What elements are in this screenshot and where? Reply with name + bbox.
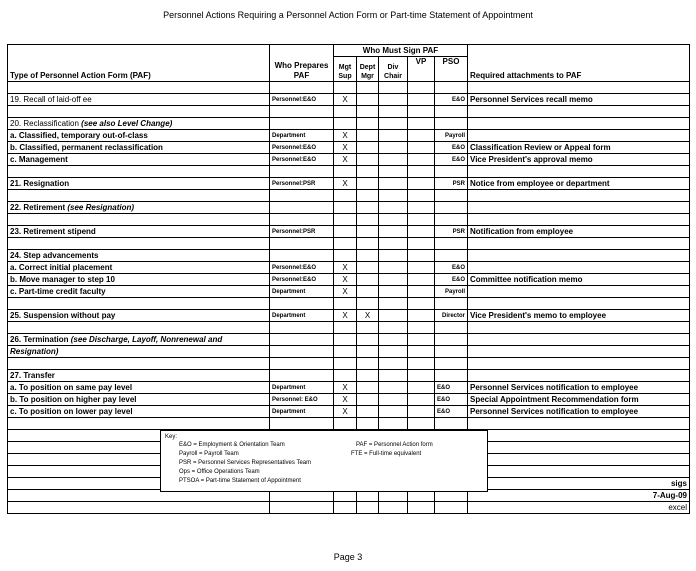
row-type: a. To position on same pay level bbox=[8, 382, 270, 394]
pso-value: E&O bbox=[435, 94, 468, 106]
mgt-mark: X bbox=[334, 178, 357, 190]
spacer-row bbox=[8, 82, 690, 94]
spacer-row bbox=[8, 166, 690, 178]
pso-value: Payroll bbox=[435, 286, 468, 298]
row-prep: Personnel:E&O bbox=[270, 274, 334, 286]
mgt-mark: X bbox=[334, 382, 357, 394]
row-attachment: Personnel Services notification to employee bbox=[468, 406, 690, 418]
row-27 bbox=[8, 370, 690, 382]
key-paf: PAF = Personnel Action form bbox=[356, 442, 433, 448]
row-27b bbox=[8, 394, 690, 406]
spacer-row bbox=[8, 298, 690, 310]
mgt-mark: X bbox=[334, 154, 357, 166]
row-prep: Personnel:PSR bbox=[270, 226, 334, 238]
key-fte: FTE = Full-time equivalent bbox=[351, 451, 422, 457]
header-who-prepares: Who Prepares PAF bbox=[270, 45, 334, 82]
row-26-cont bbox=[8, 346, 690, 358]
row-prep: Personnel:PSR bbox=[270, 178, 334, 190]
row-type: b. Classified, permanent reclassification bbox=[8, 142, 270, 154]
mgt-mark: X bbox=[334, 310, 357, 322]
row-27a bbox=[8, 382, 690, 394]
row-20c bbox=[8, 154, 690, 166]
row-prep: Personnel: E&O bbox=[270, 394, 334, 406]
row-20a bbox=[8, 130, 690, 142]
pso-value: E&O bbox=[435, 142, 468, 154]
excel-row bbox=[8, 502, 690, 514]
pso-value: E&O bbox=[435, 382, 468, 394]
pso-value: E&O bbox=[435, 406, 468, 418]
spacer-row bbox=[8, 322, 690, 334]
row-type: c. Part-time credit faculty bbox=[8, 286, 270, 298]
pso-value: Director bbox=[435, 310, 468, 322]
dept-mark: X bbox=[357, 310, 379, 322]
header-vp: VP bbox=[408, 57, 435, 82]
page-number: Page 3 bbox=[333, 552, 363, 562]
row-type bbox=[8, 118, 270, 130]
pso-value: E&O bbox=[435, 274, 468, 286]
key-psr: PSR = Personnel Services Representatives Team bbox=[179, 460, 312, 466]
row-26 bbox=[8, 334, 690, 346]
row-attachment: Notification from employee bbox=[468, 226, 690, 238]
page-title: Personnel Actions Requiring a Personnel Action Form or Part-time Statement of Appointment bbox=[163, 10, 533, 20]
key-legend bbox=[160, 430, 488, 492]
row-prep: Personnel:E&O bbox=[270, 154, 334, 166]
row-prep: Department bbox=[270, 130, 334, 142]
row-prep: Department bbox=[270, 406, 334, 418]
header-mgt-sup: Mgt Sup bbox=[334, 57, 357, 82]
row-attachment: Personnel Services recall memo bbox=[468, 94, 690, 106]
excel-note: excel bbox=[468, 502, 690, 514]
header-who-must-sign: Who Must Sign PAF bbox=[334, 45, 468, 57]
mgt-mark: X bbox=[334, 274, 357, 286]
row-25 bbox=[8, 310, 690, 322]
row-attachment: Classification Review or Appeal form bbox=[468, 142, 690, 154]
key-ptsoa: PTSOA = Part-time Statement of Appointment bbox=[179, 478, 301, 484]
row-type-note-cont: Resignation) bbox=[10, 347, 59, 356]
row-type-note: (see Resignation) bbox=[67, 203, 135, 212]
header-type: Type of Personnel Action Form (PAF) bbox=[8, 45, 270, 82]
row-prep: Department bbox=[270, 310, 334, 322]
row-24b bbox=[8, 274, 690, 286]
row-24a bbox=[8, 262, 690, 274]
mgt-mark: X bbox=[334, 142, 357, 154]
row-type: b. To position on higher pay level bbox=[8, 394, 270, 406]
row-22 bbox=[8, 202, 690, 214]
row-27c bbox=[8, 406, 690, 418]
row-attachment: Committee notification memo bbox=[468, 274, 690, 286]
spacer-row bbox=[8, 418, 690, 430]
row-type-note: (see Discharge, Layoff, Nonrenewal and bbox=[70, 335, 223, 344]
pso-value: PSR bbox=[435, 226, 468, 238]
pso-value: Payroll bbox=[435, 130, 468, 142]
mgt-mark: X bbox=[334, 286, 357, 298]
row-type bbox=[8, 334, 270, 346]
row-prep: Personnel:E&O bbox=[270, 142, 334, 154]
row-type: 24. Step advancements bbox=[8, 250, 270, 262]
row-19 bbox=[8, 94, 690, 106]
row-type-note: (see also Level Change) bbox=[81, 119, 173, 128]
row-prep: Department bbox=[270, 382, 334, 394]
key-payroll: Payroll = Payroll Team bbox=[179, 451, 239, 457]
mgt-mark: X bbox=[334, 406, 357, 418]
header-dept-mgr: Dept Mgr bbox=[357, 57, 379, 82]
row-20b bbox=[8, 142, 690, 154]
row-type: c. Management bbox=[8, 154, 270, 166]
row-type-plain: 20. Reclassification bbox=[10, 119, 82, 128]
header-div-chair: Div Chair bbox=[379, 57, 408, 82]
header-pso: PSO bbox=[435, 57, 468, 82]
row-20 bbox=[8, 118, 690, 130]
key-eo: E&O = Employment & Orientation Team bbox=[179, 442, 285, 448]
row-23 bbox=[8, 226, 690, 238]
header-row-1 bbox=[8, 45, 690, 57]
row-attachment: Vice President's memo to employee bbox=[468, 310, 690, 322]
row-type: 23. Retirement stipend bbox=[8, 226, 270, 238]
row-attachment: Vice President's approval memo bbox=[468, 154, 690, 166]
row-attachment: Notice from employee or department bbox=[468, 178, 690, 190]
row-type: b. Move manager to step 10 bbox=[8, 274, 270, 286]
date-note: 7-Aug-09 bbox=[468, 490, 690, 502]
mgt-mark: X bbox=[334, 262, 357, 274]
row-type: 25. Suspension without pay bbox=[8, 310, 270, 322]
row-21 bbox=[8, 178, 690, 190]
row-24c bbox=[8, 286, 690, 298]
row-type bbox=[8, 202, 270, 214]
spacer-row bbox=[8, 106, 690, 118]
row-attachment: Special Appointment Recommendation form bbox=[468, 394, 690, 406]
row-prep: Personnel:E&O bbox=[270, 262, 334, 274]
key-label: Key: bbox=[165, 434, 178, 440]
mgt-mark: X bbox=[334, 394, 357, 406]
spacer-row bbox=[8, 238, 690, 250]
key-ops: Ops = Office Operations Team bbox=[179, 469, 260, 475]
row-type: a. Correct initial placement bbox=[8, 262, 270, 274]
row-type: 27. Transfer bbox=[8, 370, 270, 382]
row-type: a. Classified, temporary out-of-class bbox=[8, 130, 270, 142]
spacer-row bbox=[8, 214, 690, 226]
header-attachments: Required attachments to PAF bbox=[468, 45, 690, 82]
pso-value: E&O bbox=[435, 154, 468, 166]
mgt-mark: X bbox=[334, 130, 357, 142]
pso-value: E&O bbox=[435, 262, 468, 274]
row-type: 19. Recall of laid-off ee bbox=[8, 94, 270, 106]
row-type-plain: 26. Termination bbox=[10, 335, 71, 344]
row-prep: Department bbox=[270, 286, 334, 298]
mgt-mark: X bbox=[334, 94, 357, 106]
row-type: 21. Resignation bbox=[8, 178, 270, 190]
row-24 bbox=[8, 250, 690, 262]
row-attachment: Personnel Services notification to employee bbox=[468, 382, 690, 394]
spacer-row bbox=[8, 358, 690, 370]
row-type-plain: 22. Retirement bbox=[10, 203, 68, 212]
sigs-note: sigs bbox=[468, 478, 690, 490]
pso-value: E&O bbox=[435, 394, 468, 406]
pso-value: PSR bbox=[435, 178, 468, 190]
row-prep: Personnel:E&O bbox=[270, 94, 334, 106]
row-type: c. To position on lower pay level bbox=[8, 406, 270, 418]
spacer-row bbox=[8, 190, 690, 202]
